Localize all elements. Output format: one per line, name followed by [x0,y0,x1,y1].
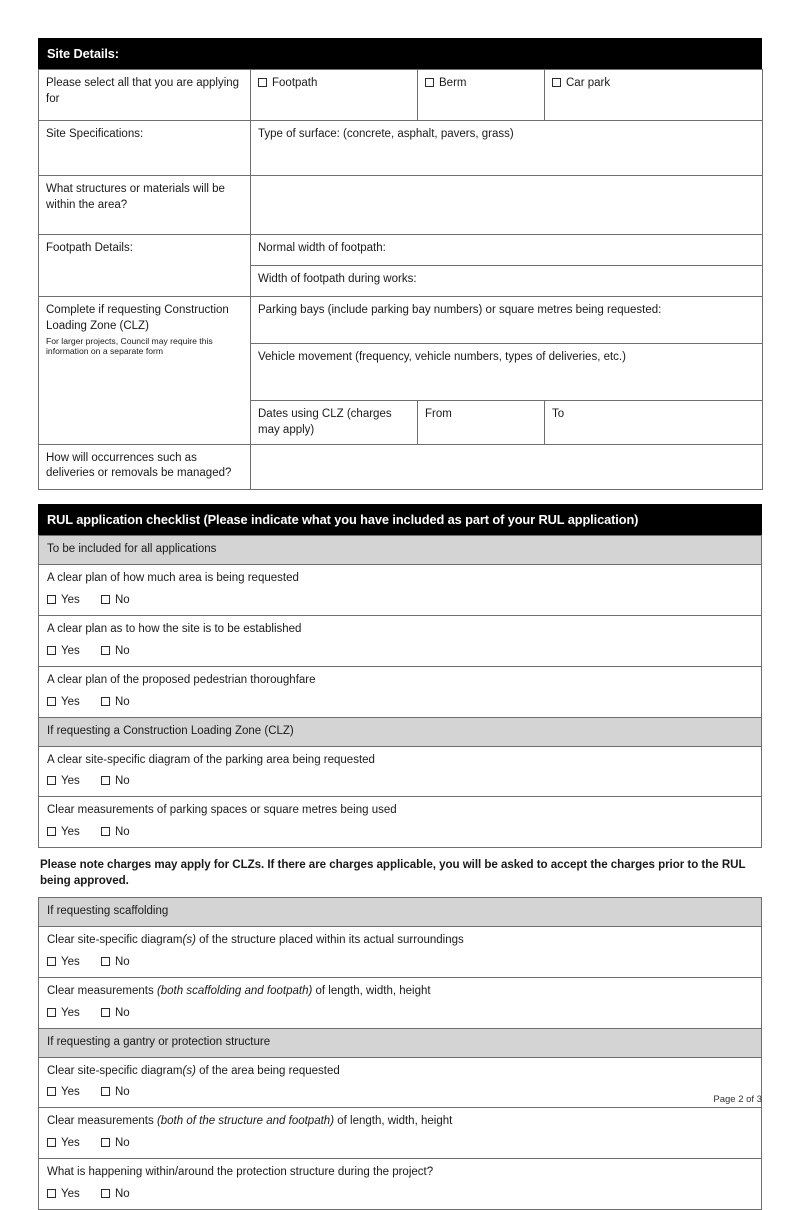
checkbox-yes[interactable] [47,595,56,604]
yes-no-group[interactable] [47,644,753,659]
no-option[interactable] [101,1006,130,1021]
table-row [39,235,763,266]
checklist-item-cell [39,797,762,848]
option-label-footpath: Footpath [272,77,318,90]
yes-option[interactable] [47,1187,80,1202]
yes-label: Yes [61,695,80,708]
checklist-item-text: What is happening within/around the protection structure during the project? [47,1166,434,1179]
yes-label: Yes [61,1188,80,1201]
checkbox-no[interactable] [101,595,110,604]
charges-note: Please note charges may apply for CLZs. If there are charges applicable, you will be asked to accept the charges prior to the RUL being approved. [40,858,746,887]
checkbox-yes[interactable] [47,1189,56,1198]
no-option[interactable] [101,1187,130,1202]
structures-materials-label: What structures or materials will be within the area? [39,176,251,235]
checklist-item-cell [39,615,762,666]
no-label: No [114,644,130,657]
checklist-item-text: Clear measurements (both scaffolding and footpath) of length, width, height [47,984,431,997]
checklist-item-cell [39,977,762,1028]
checklist-item-text: Clear site-specific diagram(s) of the structure placed within its actual surroundings [47,933,464,946]
table-row [39,70,763,121]
list-item [39,797,762,848]
clz-label-cell [39,297,251,444]
checklist-item-cell [39,666,762,717]
list-item [39,615,762,666]
list-item [39,666,762,717]
clz-parking-bays-field[interactable]: Parking bays (include parking bay numbers) or square metres being requested: [251,297,763,344]
checklist-item-text: A clear site-specific diagram of the parking area being requested [47,753,375,766]
yes-label: Yes [61,1086,80,1099]
table-row [39,536,762,565]
clz-sub-note: For larger projects, Council may require this information on a separate form [46,335,213,357]
list-item [39,1159,762,1210]
yes-label: Yes [61,826,80,839]
clz-dates-label: Dates using CLZ (charges may apply) [251,401,418,444]
option-carpark-cell[interactable] [545,70,763,121]
yes-label: Yes [61,1006,80,1019]
document-page [38,38,762,1210]
yes-label: Yes [61,593,80,606]
checklist-item-cell [39,564,762,615]
clz-date-to-field[interactable]: To [545,401,763,444]
no-label: No [114,1006,130,1019]
checklist-item-cell [39,926,762,977]
no-label: No [114,1137,130,1150]
footpath-works-width-field[interactable]: Width of footpath during works: [251,266,763,297]
checklist-table-all [38,535,762,848]
checkbox-no[interactable] [101,646,110,655]
checklist-item-text: Clear site-specific diagram(s) of the area being requested [47,1064,340,1077]
table-row [39,444,763,489]
checkbox-yes[interactable] [47,776,56,785]
checkbox-footpath[interactable] [258,78,267,87]
no-option[interactable] [101,593,130,608]
yes-label: Yes [61,644,80,657]
checklist-section-gantry: If requesting a gantry or protection structure [39,1028,762,1057]
no-label: No [114,1188,130,1201]
table-row [39,121,763,176]
checklist-item-cell [39,1108,762,1159]
checkbox-car-park[interactable] [552,78,561,87]
checklist-item-text: A clear plan as to how the site is to be established [47,622,302,635]
clz-date-from-field[interactable]: From [418,401,545,444]
checklist-item-cell [39,746,762,797]
table-row [39,176,763,235]
yes-option[interactable] [47,644,80,659]
checkbox-no[interactable] [101,697,110,706]
yes-no-group[interactable] [47,825,753,840]
yes-no-group[interactable] [47,1006,753,1021]
checkbox-no[interactable] [101,1138,110,1147]
no-option[interactable] [101,695,130,710]
yes-option[interactable] [47,825,80,840]
list-item [39,1108,762,1159]
site-specifications-label: Site Specifications: [39,121,251,176]
yes-no-group[interactable] [47,1187,753,1202]
site-details-header: Site Details: [38,38,762,69]
yes-option[interactable] [47,774,80,789]
checkbox-no[interactable] [101,957,110,966]
yes-label: Yes [61,1137,80,1150]
no-label: No [114,695,130,708]
yes-no-group[interactable] [47,955,753,970]
option-label-car-park: Car park [566,77,611,90]
site-details-table [38,69,763,489]
no-label: No [114,826,130,839]
no-option[interactable] [101,955,130,970]
checklist-section-clz: If requesting a Construction Loading Zone (CLZ) [39,717,762,746]
list-item [39,746,762,797]
clz-label: Complete if requesting Construction Loading Zone (CLZ) [46,304,229,332]
checklist-item-text: Clear measurements (both of the structure and footpath) of length, width, height [47,1115,453,1128]
table-row [39,717,762,746]
yes-label: Yes [61,955,80,968]
no-label: No [114,1086,130,1099]
checklist-item-text: A clear plan of the proposed pedestrian thoroughfare [47,673,316,686]
yes-option[interactable] [47,593,80,608]
section-gap [38,490,762,504]
checkbox-yes[interactable] [47,1138,56,1147]
list-item [39,926,762,977]
option-label-berm: Berm [439,77,467,90]
checkbox-no[interactable] [101,1189,110,1198]
footpath-details-label: Footpath Details: [39,235,251,297]
structures-materials-input[interactable] [251,176,763,235]
no-option[interactable] [101,1136,130,1151]
yes-no-group[interactable] [47,593,753,608]
checklist-item-cell [39,1159,762,1210]
select-all-label: Please select all that you are applying for [39,70,251,121]
yes-no-group[interactable] [47,695,753,710]
checkbox-no[interactable] [101,776,110,785]
yes-option[interactable] [47,1136,80,1151]
checkbox-no[interactable] [101,827,110,836]
option-footpath-cell[interactable] [251,70,418,121]
checklist-section-scaffolding: If requesting scaffolding [39,897,762,926]
yes-no-group[interactable] [47,1136,753,1151]
no-option[interactable] [101,825,130,840]
option-berm-cell[interactable] [418,70,545,121]
checklist-section-all: To be included for all applications [39,536,762,565]
site-specifications-value[interactable]: Type of surface: (concrete, asphalt, pavers, grass) [251,121,763,176]
yes-label: Yes [61,775,80,788]
footpath-normal-width-field[interactable]: Normal width of footpath: [251,235,763,266]
checkbox-yes[interactable] [47,1008,56,1017]
checkbox-yes[interactable] [47,697,56,706]
checkbox-yes[interactable] [47,827,56,836]
no-option[interactable] [101,774,130,789]
clz-vehicle-movement-field[interactable]: Vehicle movement (frequency, vehicle numbers, types of deliveries, etc.) [251,344,763,401]
checklist-item-text: A clear plan of how much area is being requested [47,571,299,584]
no-label: No [114,593,130,606]
yes-no-group[interactable] [47,774,753,789]
table-row [39,297,763,344]
checklist-item-text: Clear measurements of parking spaces or square metres being used [47,804,397,817]
yes-option[interactable] [47,1006,80,1021]
table-row [39,1028,762,1057]
checklist-table-structures [38,897,762,1210]
no-option[interactable] [101,644,130,659]
page-footer: Page 2 of 3 [713,1094,762,1105]
no-label: No [114,775,130,788]
checkbox-berm[interactable] [425,78,434,87]
table-row [39,897,762,926]
list-item [39,564,762,615]
checklist-header: RUL application checklist (Please indicate what you have included as part of your RUL application) [38,504,762,535]
yes-option[interactable] [47,955,80,970]
occurrences-input[interactable] [251,444,763,489]
list-item [39,977,762,1028]
checkbox-yes[interactable] [47,957,56,966]
no-label: No [114,955,130,968]
checkbox-no[interactable] [101,1008,110,1017]
checkbox-yes[interactable] [47,646,56,655]
yes-option[interactable] [47,695,80,710]
occurrences-label: How will occurrences such as deliveries or removals be managed? [39,444,251,489]
